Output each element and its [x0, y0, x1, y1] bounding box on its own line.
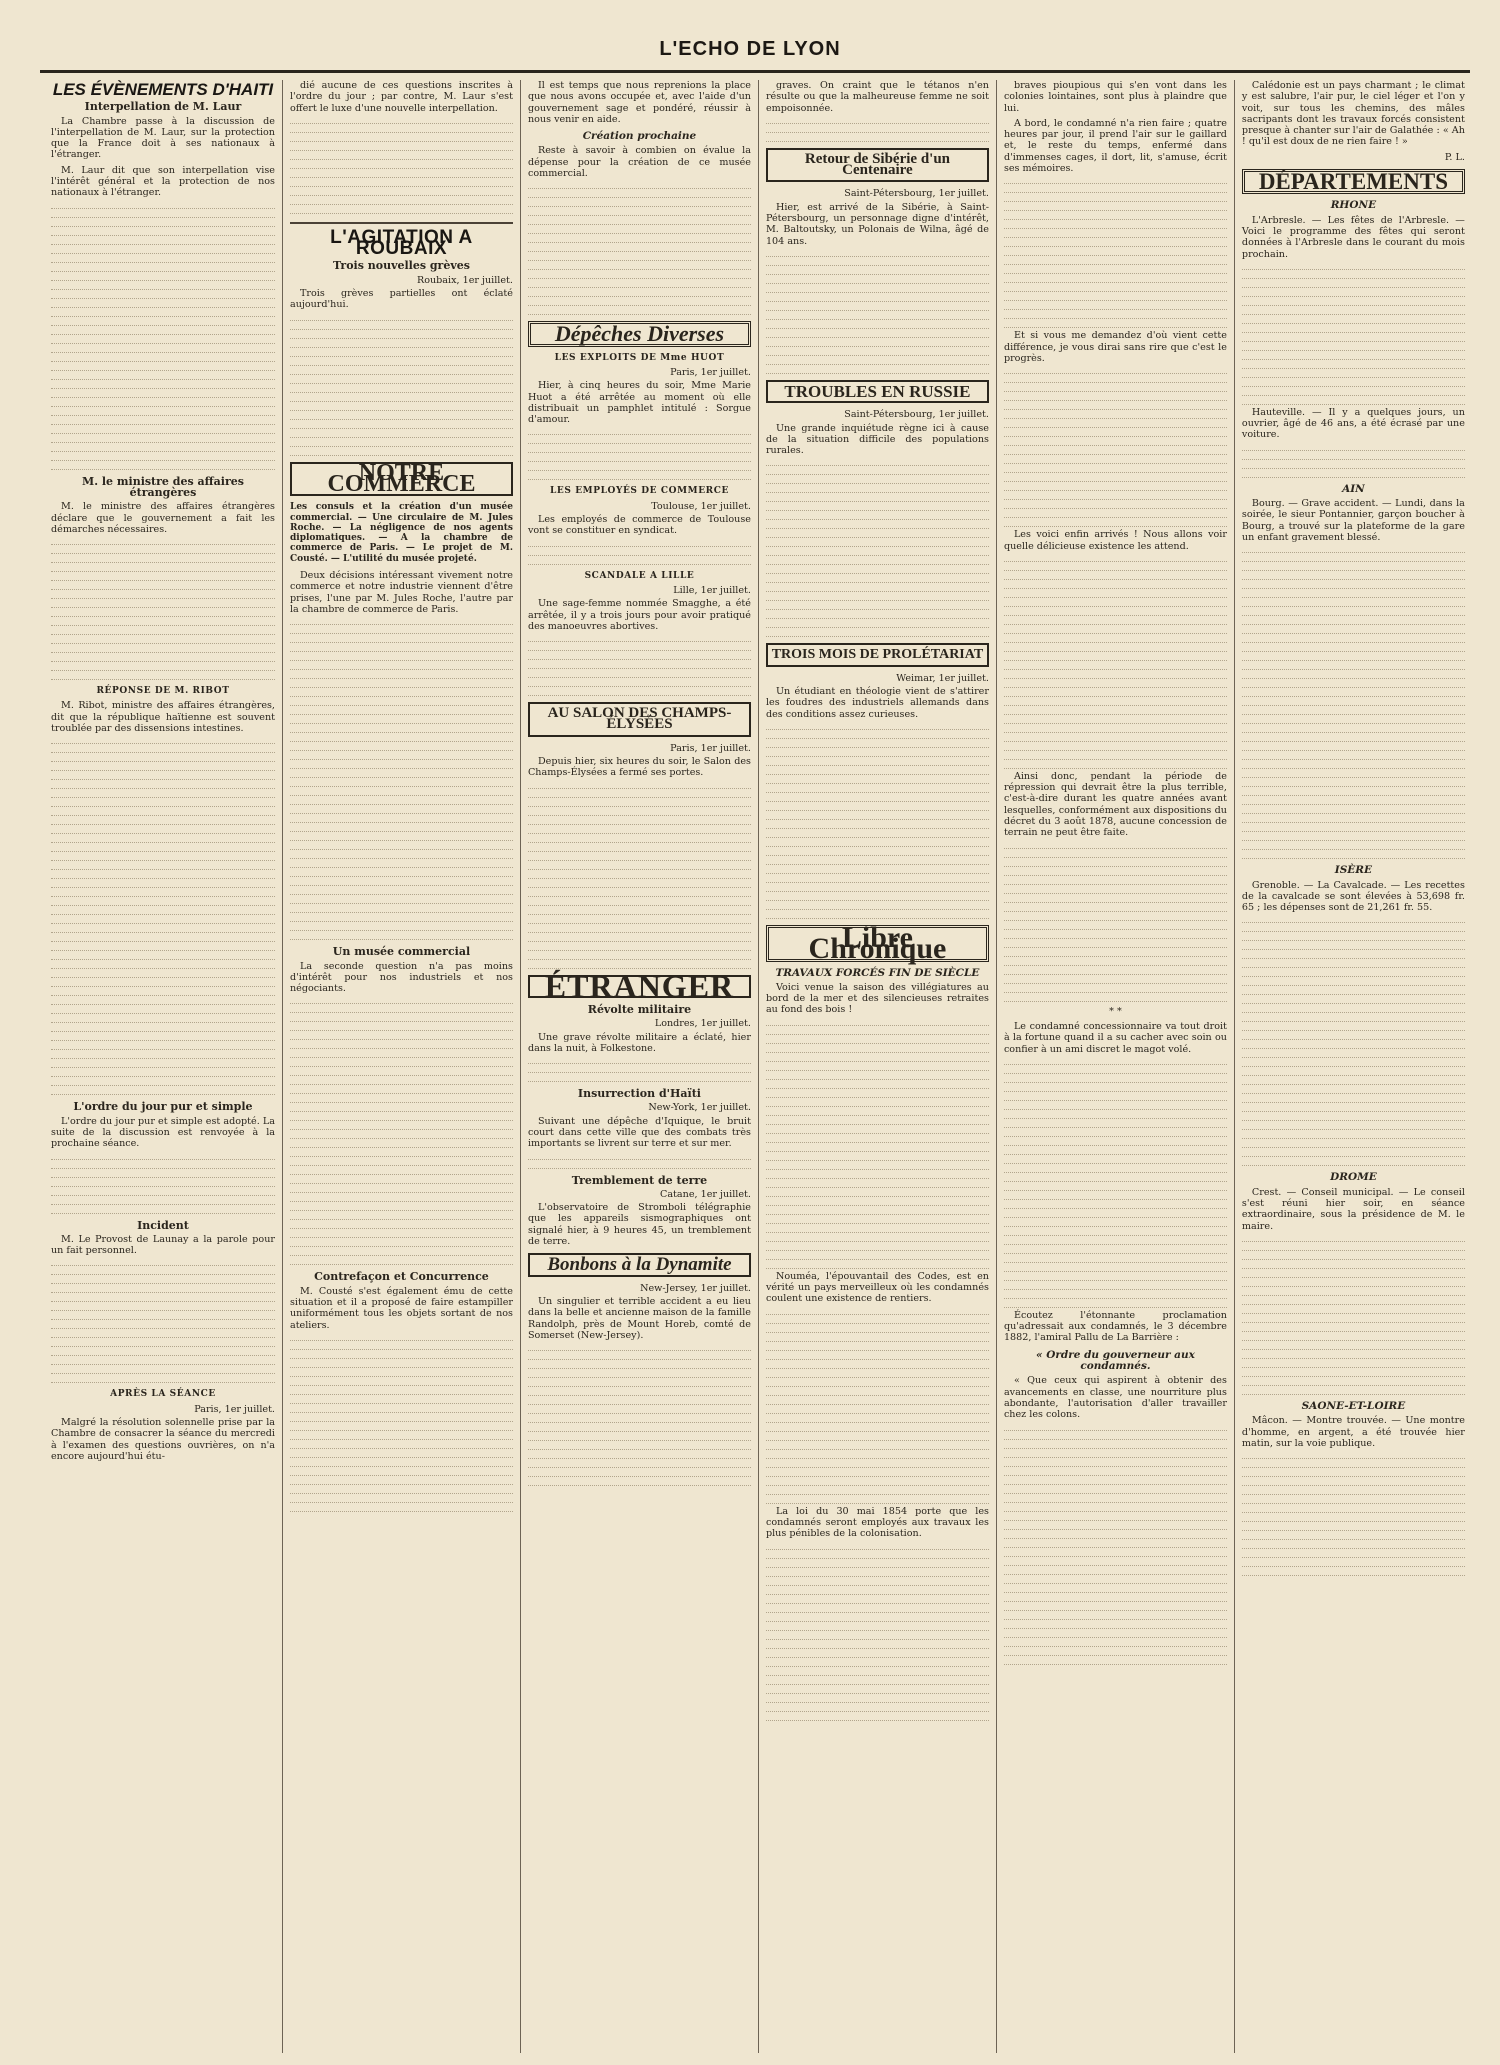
subhead-huot: LES EXPLOITS DE Mme HUOT	[554, 352, 725, 363]
paragraph: Malgré la résolution solennelle prise par la Chambre de consacrer la séance du mercredi à l'examen des questions ouvrières, on n'a encore aujourd'hui étu-	[51, 1417, 275, 1462]
paragraph: L'ordre du jour pur et simple est adopté. La suite de la discussion est renvoyée à la prochaine séance.	[51, 1115, 275, 1150]
masthead: L'ECHO DE LYON	[659, 38, 841, 60]
subhead-travaux-forces: TRAVAUX FORCÉS FIN DE SIÈCLE	[775, 966, 980, 979]
paragraph: Reste à savoir à combien on évalue la dépense pour la création de ce musée commercial.	[527, 145, 751, 180]
column-2	[282, 80, 520, 2053]
headline-haiti: LES ÉVÈNEMENTS D'HAITI	[52, 80, 274, 99]
paragraph: Hauteville. — Il y a quelques jours, un ouvrier, âgé de 46 ans, a été écrasé par une voiture.	[1241, 406, 1465, 441]
paragraph: La Chambre passe à la discussion de l'interpellation de M. Laur, sur la protection que la France doit à ses nationaux à l'étranger.	[51, 115, 275, 161]
column-5	[996, 80, 1234, 2053]
bonbons-title: Bonbons à la Dynamite	[547, 1254, 732, 1276]
subhead-employes: LES EMPLOYÉS DE COMMERCE	[549, 486, 729, 497]
salon-box	[528, 702, 751, 737]
dateline: Paris, 1er juillet.	[194, 1403, 275, 1415]
subhead-scandale: SCANDALE A LILLE	[584, 570, 695, 581]
paragraph: Calédonie est un pays charmant ; le climat y est salubre, l'air pur, le ciel léger et l'on y voit, sur tous les chemins, des mâles sacripants dont les travaux forcés consistent presque à chanter sur l'air de Galathée : « Ah ! qu'il est doux de ne rien faire ! »	[1241, 80, 1465, 148]
subhead-musee: Un musée commercial	[332, 945, 471, 959]
column-6	[1234, 80, 1472, 2053]
russie-title: TROUBLES EN RUSSIE	[784, 381, 971, 401]
paragraph: Depuis hier, six heures du soir, le Salon des Champs-Élysées a fermé ses portes.	[527, 756, 751, 779]
paragraph: M. Cousté s'est également ému de cette situation et il a proposé de faire estampiller uniformément tous les objets sortant de nos ateliers.	[289, 1285, 513, 1331]
dateline: Londres, 1er juillet.	[654, 1018, 751, 1030]
paragraph: M. Ribot, ministre des affaires étrangères, dit que la république haïtienne est souvent troublée par des dissensions intestines.	[51, 700, 275, 735]
subhead-apres-seance: APRÈS LA SÉANCE	[110, 1389, 216, 1400]
subhead-incident: Incident	[137, 1218, 189, 1232]
siberie-title: Retour de Sibérie d'un Centenaire	[804, 150, 951, 179]
paragraph: graves. On craint que le tétanos n'en résulte ou que la malheureuse femme ne soit empoisonnée.	[765, 80, 989, 114]
dateline: Catane, 1er juillet.	[660, 1188, 751, 1200]
notre-commerce-title: NOTRE COMMERCE	[327, 459, 476, 497]
subhead-ordre-du-jour: L'ordre du jour pur et simple	[73, 1100, 253, 1114]
siberie-box	[766, 148, 989, 183]
proletariat-box	[766, 643, 989, 666]
paragraph: M. Laur dit que son interpellation vise l'intérêt général et la protection de nos nationaux à l'étranger.	[51, 164, 275, 199]
proletariat-title: TROIS MOIS DE PROLÉTARIAT	[771, 647, 984, 663]
paragraph: M. Le Provost de Launay a la parole pour un fait personnel.	[51, 1233, 275, 1257]
paragraph: Voici venue la saison des villégiatures au bord de la mer et des silencieuses retraites au fond des bois !	[765, 981, 989, 1016]
paragraph: braves pioupious qui s'en vont dans les colonies lointaines, sont plus à plaindre que lui.	[1003, 80, 1227, 114]
subhead-interpellation: Interpellation de M. Laur	[84, 100, 242, 114]
column-3	[520, 80, 758, 2053]
paragraph: Les voici enfin arrivés ! Nous allons voir quelle délicieuse existence les attend.	[1003, 529, 1227, 552]
paragraph: Crest. — Conseil municipal. — Le conseil s'est réuni hier soir, en séance extraordinaire, sous la présidence de M. le maire.	[1241, 1186, 1465, 1232]
subhead-tremblement: Tremblement de terre	[571, 1173, 708, 1187]
paragraph: « Que ceux qui aspirent à obtenir des avancements en classe, une nourriture plus abondante, l'autorisation d'aller travailler chez les colons.	[1003, 1375, 1227, 1421]
quote-heading: « Ordre du gouverneur aux condamnés.	[1035, 1348, 1195, 1373]
paragraph: La seconde question n'a pas moins d'intérêt pour nos industriels et nos négociants.	[289, 960, 513, 995]
dateline: Lille, 1er juillet.	[673, 584, 751, 596]
section-ain: AIN	[1342, 482, 1365, 495]
section-stars: * *	[1109, 1005, 1122, 1017]
paragraph: Mâcon. — Montre trouvée. — Une montre d'homme, en argent, a été trouvée hier matin, sur la voie publique.	[1241, 1415, 1465, 1449]
dateline: Paris, 1er juillet.	[670, 366, 751, 378]
subhead-creation: Création prochaine	[582, 130, 697, 143]
paragraph: Ainsi donc, pendant la période de répression qui devrait être la plus terrible, c'est-à-dire durant les quatre années avant lesquelles, conformément aux dispositions du décret du 3 août 1878, aucune concession de terrain ne peut être faite.	[1003, 770, 1227, 839]
paragraph: Hier, est arrivé de la Sibérie, à Saint-Pétersbourg, un personnage digne d'intérêt, M. Baltoutsky, un Polonais de Wilna, âgé de 104 ans.	[765, 201, 989, 247]
paragraph: A bord, le condamné n'a rien faire ; quatre heures par jour, il prend l'air sur le gaillard et, le reste du temps, enfermé dans d'immenses cages, il dort, lit, s'amuse, écrit ses mémoires.	[1003, 117, 1227, 175]
paragraph: Hier, à cinq heures du soir, Mme Marie Huot a été arrêtée au moment où elle distribuait un pamphlet intitulé : Sorgue d'amour.	[527, 380, 751, 426]
subhead-greves: Trois nouvelles grèves	[333, 259, 470, 273]
paragraph: Les employés de commerce de Toulouse vont se constituer en syndicat.	[527, 514, 751, 537]
dateline: Toulouse, 1er juillet.	[651, 500, 751, 512]
russie-box	[766, 380, 989, 403]
paragraph: La loi du 30 mai 1854 porte que les condamnés seront employés aux travaux les plus pénibles de la colonisation.	[765, 1505, 989, 1540]
paragraph: Et si vous me demandez d'où vient cette différence, je vous dirai sans rire que c'est le progrès.	[1003, 330, 1227, 364]
headline-roubaix: L'AGITATION A ROUBAIX	[330, 226, 473, 260]
subhead-revolte: Révolte militaire	[587, 1002, 692, 1016]
section-isere: ISÈRE	[1334, 864, 1373, 877]
paragraph: Nouméa, l'épouvantail des Codes, est en vérité un pays merveilleux où les condamnés coulent une existence de rentiers.	[765, 1270, 989, 1305]
section-saone-et-loire: SAONE-ET-LOIRE	[1301, 1399, 1406, 1412]
paragraph: Un singulier et terrible accident a eu lieu dans la belle et ancienne maison de la famille Randolph, près de Mount Horeb, comté de Somerset (New-Jersey).	[527, 1295, 751, 1341]
bonbons-box	[528, 1253, 751, 1276]
paragraph: L'Arbresle. — Les fêtes de l'Arbresle. — Voici le programme des fêtes qui seront données à l'Arbresle dans le courant du mois prochain.	[1241, 214, 1465, 260]
paragraph: Deux décisions intéressant vivement notre commerce et notre industrie viennent d'être prises, l'une par M. Jules Roche, l'autre par la chambre de commerce de Paris.	[289, 570, 513, 615]
paragraph: Le condamné concessionnaire va tout droit à la fortune quand il a su cacher avec soin ou confier à un ami discret le magot volé.	[1003, 1020, 1227, 1055]
paragraph: Il est temps que nous reprenions la place que nous avons occupée et, avec l'aide d'un gouvernement sage et pondéré, réussir à nous venir en aide.	[527, 80, 751, 125]
paragraph: Un étudiant en théologie vient de s'attirer les foudres des industriels allemands dans des conditions assez curieuses.	[765, 686, 989, 720]
etranger-box	[528, 967, 751, 1004]
libre-chronique-title: Libre Chronique	[808, 920, 947, 966]
columns	[44, 80, 1472, 2053]
notre-commerce-box	[290, 459, 513, 497]
paragraph: Trois grèves partielles ont éclaté aujourd'hui.	[289, 288, 513, 311]
etranger-title: ÉTRANGER	[544, 967, 735, 1004]
salon-title: AU SALON DES CHAMPS-ÉLYSÉES	[547, 705, 732, 733]
paragraph: Une sage-femme nommée Smagghe, a été arrêtée, il y a trois jours pour avoir pratiqué des manoeuvres abortives.	[527, 598, 751, 632]
depeches-diverses-title: Dépêches Diverses	[554, 321, 725, 347]
dateline: Saint-Pétersbourg, 1er juillet.	[844, 188, 989, 200]
signature: P. L.	[1444, 151, 1465, 163]
departements-box	[1242, 169, 1465, 194]
paragraph: Suivant une dépêche d'Iquique, le bruit court dans cette ville que des combats très importants se livrent sur terre et sur mer.	[527, 1115, 751, 1150]
paragraph: L'observatoire de Stromboli télégraphie que les appareils sismographiques ont signalé hier, à 9 heures 45, un tremblement de terre.	[527, 1202, 751, 1248]
paragraph: Une grave révolte militaire a éclaté, hier dans la nuit, à Folkestone.	[527, 1031, 751, 1054]
departements-title: DÉPARTEMENTS	[1258, 169, 1448, 195]
dateline: Roubaix, 1er juillet.	[416, 274, 513, 286]
dateline: New-Jersey, 1er juillet.	[640, 1282, 751, 1294]
masthead-rule	[40, 70, 1470, 73]
subhead-ministre: M. le ministre des affaires étrangères	[82, 474, 244, 499]
column-1	[44, 80, 282, 2053]
dateline: Weimar, 1er juillet.	[896, 672, 989, 684]
subhead-contrefacon: Contrefaçon et Concurrence	[314, 1270, 489, 1284]
dateline: Paris, 1er juillet.	[670, 742, 751, 754]
paragraph: M. le ministre des affaires étrangères déclare que le gouvernement a fait les démarches nécessaires.	[51, 501, 275, 535]
subhead-reponse-ribot: RÉPONSE DE M. RIBOT	[96, 686, 230, 697]
dateline: New-York, 1er juillet.	[648, 1102, 751, 1114]
depeches-diverses-box	[528, 321, 751, 346]
paragraph: Grenoble. — La Cavalcade. — Les recettes de la cavalcade se sont élevées à 53,698 fr. 65 ; les dépenses sont de 21,261 fr. 55.	[1241, 879, 1465, 914]
subhead-haiti: Insurrection d'Haïti	[577, 1087, 701, 1101]
column-4	[758, 80, 996, 2053]
section-drome: DROME	[1330, 1171, 1377, 1184]
section-rhone: RHONE	[1330, 199, 1377, 212]
paragraph: Bourg. — Grave accident. — Lundi, dans la soirée, le sieur Pontannier, garçon boucher à Bourg, a trouvé sur la plateforme de la gare un enfant gravement blessé.	[1241, 498, 1465, 543]
dateline: Saint-Pétersbourg, 1er juillet.	[844, 409, 989, 421]
commerce-summary: Les consuls et la création d'un musée commercial. — Une circulaire de M. Jules Roche. — La négligence de nos agents diplomatiques. — A la chambre de commerce de Paris. — Le projet de M. Cousté. — L'utilité du musée projeté.	[289, 502, 513, 564]
paragraph: Écoutez l'étonnante proclamation qu'adressait aux condamnés, le 3 décembre 1882, l'amiral Pallu de La Barrière :	[1003, 1309, 1227, 1344]
paragraph: Une grande inquiétude règne ici à cause de la situation difficile des populations rurales.	[765, 422, 989, 457]
paragraph: dié aucune de ces questions inscrites à l'ordre du jour ; par contre, M. Laur s'est offert le luxe d'une nouvelle interpellation.	[289, 80, 513, 114]
libre-chronique-box	[766, 920, 989, 966]
